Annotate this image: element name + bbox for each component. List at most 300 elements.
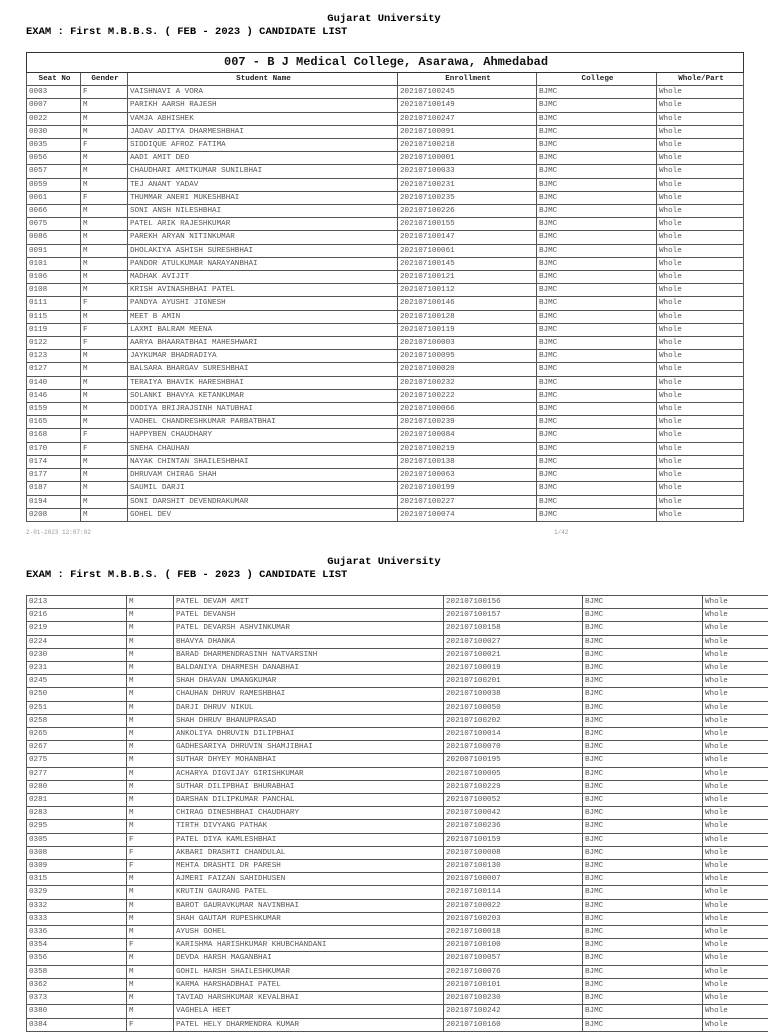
whole-part-cell: Whole xyxy=(657,389,744,402)
student-name-cell: NAYAK CHINTAN SHAILESHBHAI xyxy=(128,455,398,468)
gender-cell: M xyxy=(81,403,128,416)
student-name-cell: ANKOLIYA DHRUVIN DILIPBHAI xyxy=(174,728,444,741)
table-row xyxy=(27,662,768,675)
table-row xyxy=(27,403,744,416)
seat-no-cell: 0059 xyxy=(27,178,81,191)
college-cell: BJMC xyxy=(583,767,703,780)
enrollment-cell: 202107100001 xyxy=(398,152,537,165)
whole-part-cell: Whole xyxy=(703,899,768,912)
seat-no-cell: 0309 xyxy=(27,860,127,873)
student-name-cell: TEJ ANANT YADAV xyxy=(128,178,398,191)
table-row xyxy=(27,754,768,767)
table-row xyxy=(27,675,768,688)
whole-part-cell: Whole xyxy=(703,978,768,991)
enrollment-cell: 202107100050 xyxy=(444,701,583,714)
seat-no-cell: 0373 xyxy=(27,992,127,1005)
college-cell: BJMC xyxy=(583,622,703,635)
student-name-cell: CHIRAG DINESHBHAI CHAUDHARY xyxy=(174,807,444,820)
enrollment-cell: 202107100063 xyxy=(398,469,537,482)
whole-part-cell: Whole xyxy=(703,675,768,688)
gender-cell: M xyxy=(81,389,128,402)
student-name-cell: SONI DARSHIT DEVENDRAKUMAR xyxy=(128,495,398,508)
table-row xyxy=(27,205,744,218)
student-name-cell: HAPPYBEN CHAUDHARY xyxy=(128,429,398,442)
college-cell: BJMC xyxy=(537,389,657,402)
seat-no-cell: 0230 xyxy=(27,648,127,661)
seat-no-cell: 0329 xyxy=(27,886,127,899)
student-name-cell: SOLANKI BHAVYA KETANKUMAR xyxy=(128,389,398,402)
exam-title: EXAM : First M.B.B.S. ( FEB - 2023 ) CANDIDATE LIST xyxy=(26,569,347,581)
enrollment-cell: 202107100074 xyxy=(398,508,537,521)
college-cell: BJMC xyxy=(537,152,657,165)
enrollment-cell: 202107100057 xyxy=(444,952,583,965)
college-cell: BJMC xyxy=(537,244,657,257)
college-cell: BJMC xyxy=(537,218,657,231)
table-row xyxy=(27,952,768,965)
whole-part-cell: Whole xyxy=(657,376,744,389)
student-name-cell: BAROT GAURAVKUMAR NAVINBHAI xyxy=(174,899,444,912)
gender-cell: M xyxy=(81,112,128,125)
college-cell: BJMC xyxy=(537,350,657,363)
enrollment-cell: 202107100245 xyxy=(398,86,537,99)
college-cell: BJMC xyxy=(583,833,703,846)
college-cell: BJMC xyxy=(537,178,657,191)
college-cell: BJMC xyxy=(583,820,703,833)
whole-part-cell: Whole xyxy=(657,442,744,455)
whole-part-cell: Whole xyxy=(703,873,768,886)
header-enrollment: Enrollment xyxy=(398,73,537,86)
table-row xyxy=(27,508,744,521)
seat-no-cell: 0035 xyxy=(27,139,81,152)
table-row xyxy=(27,112,744,125)
gender-cell: M xyxy=(127,1005,174,1018)
table-row xyxy=(27,482,744,495)
student-name-cell: DEVDA HARSH MAGANBHAI xyxy=(174,952,444,965)
gender-cell: M xyxy=(127,952,174,965)
student-name-cell: BALSARA BHARGAV SURESHBHAI xyxy=(128,363,398,376)
student-name-cell: JADAV ADITYA DHARMESHBHAI xyxy=(128,125,398,138)
student-name-cell: SUTHAR DHYEY MOHANBHAI xyxy=(174,754,444,767)
whole-part-cell: Whole xyxy=(657,469,744,482)
exam-title: EXAM : First M.B.B.S. ( FEB - 2023 ) CANDIDATE LIST xyxy=(26,26,347,38)
enrollment-cell: 202107100219 xyxy=(398,442,537,455)
whole-part-cell: Whole xyxy=(657,403,744,416)
enrollment-cell: 202107100218 xyxy=(398,139,537,152)
college-cell: BJMC xyxy=(583,1018,703,1031)
gender-cell: M xyxy=(81,125,128,138)
table-row xyxy=(27,416,744,429)
table-row xyxy=(27,495,744,508)
enrollment-cell: 202107100100 xyxy=(444,939,583,952)
college-cell: BJMC xyxy=(583,780,703,793)
whole-part-cell: Whole xyxy=(703,728,768,741)
college-cell: BJMC xyxy=(583,728,703,741)
college-cell: BJMC xyxy=(537,125,657,138)
gender-cell: F xyxy=(81,191,128,204)
candidate-table xyxy=(26,52,744,522)
table-row xyxy=(27,926,768,939)
gender-cell: M xyxy=(81,455,128,468)
enrollment-cell: 202107100236 xyxy=(444,820,583,833)
seat-no-cell: 0354 xyxy=(27,939,127,952)
enrollment-cell: 202107100155 xyxy=(398,218,537,231)
table-row xyxy=(27,191,744,204)
gender-cell: M xyxy=(81,495,128,508)
gender-cell: M xyxy=(127,728,174,741)
enrollment-cell: 202107100027 xyxy=(444,635,583,648)
college-cell: BJMC xyxy=(537,191,657,204)
enrollment-cell: 202107100091 xyxy=(398,125,537,138)
whole-part-cell: Whole xyxy=(657,495,744,508)
table-row xyxy=(27,794,768,807)
gender-cell: M xyxy=(127,794,174,807)
seat-no-cell: 0061 xyxy=(27,191,81,204)
enrollment-cell: 202107100020 xyxy=(398,363,537,376)
college-cell: BJMC xyxy=(537,442,657,455)
student-name-cell: GADHESARIYA DHRUVIN SHAMJIBHAI xyxy=(174,741,444,754)
gender-cell: M xyxy=(127,701,174,714)
gender-cell: M xyxy=(81,178,128,191)
enrollment-cell: 202107100239 xyxy=(398,416,537,429)
whole-part-cell: Whole xyxy=(703,952,768,965)
student-name-cell: SAUMIL DARJI xyxy=(128,482,398,495)
student-name-cell: BARAD DHARMENDRASINH NATVARSINH xyxy=(174,648,444,661)
seat-no-cell: 0086 xyxy=(27,231,81,244)
table-row xyxy=(27,622,768,635)
seat-no-cell: 0066 xyxy=(27,205,81,218)
enrollment-cell: 202107100235 xyxy=(398,191,537,204)
whole-part-cell: Whole xyxy=(703,965,768,978)
college-cell: BJMC xyxy=(583,912,703,925)
gender-cell: M xyxy=(81,482,128,495)
table-row xyxy=(27,780,768,793)
college-cell: BJMC xyxy=(537,455,657,468)
whole-part-cell: Whole xyxy=(703,780,768,793)
page-number: 1/42 xyxy=(554,529,568,536)
whole-part-cell: Whole xyxy=(657,112,744,125)
enrollment-cell: 202107100007 xyxy=(444,873,583,886)
header-whole-part: Whole/Part xyxy=(657,73,744,86)
student-name-cell: SONI ANSH NILESHBHAI xyxy=(128,205,398,218)
gender-cell: F xyxy=(81,86,128,99)
college-cell: BJMC xyxy=(583,965,703,978)
whole-part-cell: Whole xyxy=(657,125,744,138)
enrollment-cell: 202107100005 xyxy=(444,767,583,780)
table-row xyxy=(27,714,768,727)
table-row xyxy=(27,688,768,701)
seat-no-cell: 0362 xyxy=(27,978,127,991)
gender-cell: F xyxy=(127,833,174,846)
gender-cell: F xyxy=(81,442,128,455)
table-row xyxy=(27,741,768,754)
seat-no-cell: 0219 xyxy=(27,622,127,635)
enrollment-cell: 202107100146 xyxy=(398,297,537,310)
header-seat-no: Seat No xyxy=(27,73,81,86)
enrollment-cell: 202107100038 xyxy=(444,688,583,701)
gender-cell: M xyxy=(127,754,174,767)
whole-part-cell: Whole xyxy=(703,939,768,952)
gender-cell: M xyxy=(81,257,128,270)
gender-cell: M xyxy=(81,350,128,363)
whole-part-cell: Whole xyxy=(657,152,744,165)
seat-no-cell: 0007 xyxy=(27,99,81,112)
enrollment-cell: 202107100229 xyxy=(444,780,583,793)
college-cell: BJMC xyxy=(537,429,657,442)
seat-no-cell: 0216 xyxy=(27,609,127,622)
student-name-cell: PATEL ARIK RAJESHKUMAR xyxy=(128,218,398,231)
enrollment-cell: 202107100121 xyxy=(398,271,537,284)
table-row xyxy=(27,596,768,609)
enrollment-cell: 202107100018 xyxy=(444,926,583,939)
seat-no-cell: 0057 xyxy=(27,165,81,178)
student-name-cell: THUMMAR ANERI MUKESHBHAI xyxy=(128,191,398,204)
whole-part-cell: Whole xyxy=(703,596,768,609)
student-name-cell: KRISH AVINASHBHAI PATEL xyxy=(128,284,398,297)
college-cell: BJMC xyxy=(537,323,657,336)
student-name-cell: MADHAK AVIJIT xyxy=(128,271,398,284)
enrollment-cell: 202107100201 xyxy=(444,675,583,688)
whole-part-cell: Whole xyxy=(657,350,744,363)
student-name-cell: BALDANIYA DHARMESH DANABHAI xyxy=(174,662,444,675)
seat-no-cell: 0305 xyxy=(27,833,127,846)
table-row xyxy=(27,389,744,402)
gender-cell: M xyxy=(127,675,174,688)
student-name-cell: TERAIYA BHAVIK HARESHBHAI xyxy=(128,376,398,389)
gender-cell: M xyxy=(81,165,128,178)
enrollment-cell: 202107100019 xyxy=(444,662,583,675)
enrollment-cell: 202107100156 xyxy=(444,596,583,609)
student-name-cell: PANDOR ATULKUMAR NARAYANBHAI xyxy=(128,257,398,270)
table-row xyxy=(27,899,768,912)
whole-part-cell: Whole xyxy=(657,86,744,99)
student-name-cell: KRUTIN GAURANG PATEL xyxy=(174,886,444,899)
table-row xyxy=(27,271,744,284)
enrollment-cell: 202107100202 xyxy=(444,714,583,727)
seat-no-cell: 0332 xyxy=(27,899,127,912)
table-row xyxy=(27,469,744,482)
college-cell: BJMC xyxy=(583,754,703,767)
gender-cell: M xyxy=(81,469,128,482)
university-title: Gujarat University xyxy=(0,556,768,568)
seat-no-cell: 0281 xyxy=(27,794,127,807)
enrollment-cell: 202107100008 xyxy=(444,846,583,859)
college-heading-row xyxy=(27,53,744,73)
student-name-cell: GOHEL DEV xyxy=(128,508,398,521)
table-row xyxy=(27,350,744,363)
student-name-cell: SHAH DHRUV BHANUPRASAD xyxy=(174,714,444,727)
enrollment-cell: 202107100157 xyxy=(444,609,583,622)
student-name-cell: CHAUDHARI AMITKUMAR SUNILBHAI xyxy=(128,165,398,178)
seat-no-cell: 0022 xyxy=(27,112,81,125)
whole-part-cell: Whole xyxy=(657,310,744,323)
enrollment-cell: 202107100130 xyxy=(444,860,583,873)
gender-cell: M xyxy=(127,978,174,991)
enrollment-cell: 202107100114 xyxy=(444,886,583,899)
table-row xyxy=(27,635,768,648)
college-cell: BJMC xyxy=(537,112,657,125)
whole-part-cell: Whole xyxy=(703,912,768,925)
enrollment-cell: 202107100232 xyxy=(398,376,537,389)
table-row xyxy=(27,86,744,99)
college-cell: BJMC xyxy=(583,807,703,820)
gender-cell: M xyxy=(127,780,174,793)
seat-no-cell: 0245 xyxy=(27,675,127,688)
gender-cell: M xyxy=(127,873,174,886)
student-name-cell: ACHARYA DIGVIJAY GIRISHKUMAR xyxy=(174,767,444,780)
whole-part-cell: Whole xyxy=(657,508,744,521)
whole-part-cell: Whole xyxy=(703,662,768,675)
student-name-cell: VAMJA ABHISHEK xyxy=(128,112,398,125)
enrollment-cell: 202107100203 xyxy=(444,912,583,925)
student-name-cell: AADI AMIT DEO xyxy=(128,152,398,165)
table-row xyxy=(27,442,744,455)
whole-part-cell: Whole xyxy=(703,860,768,873)
gender-cell: M xyxy=(127,688,174,701)
candidate-table xyxy=(26,595,768,1032)
table-row xyxy=(27,820,768,833)
gender-cell: M xyxy=(127,992,174,1005)
seat-no-cell: 0123 xyxy=(27,350,81,363)
college-cell: BJMC xyxy=(537,337,657,350)
table-row xyxy=(27,323,744,336)
seat-no-cell: 0119 xyxy=(27,323,81,336)
college-cell: BJMC xyxy=(583,662,703,675)
student-name-cell: AJMERI FAIZAN SAHIDHUSEN xyxy=(174,873,444,886)
gender-cell: M xyxy=(81,376,128,389)
whole-part-cell: Whole xyxy=(703,820,768,833)
whole-part-cell: Whole xyxy=(703,609,768,622)
table-row xyxy=(27,337,744,350)
gender-cell: M xyxy=(127,820,174,833)
enrollment-cell: 202107100033 xyxy=(398,165,537,178)
gender-cell: M xyxy=(127,622,174,635)
table-row xyxy=(27,609,768,622)
gender-cell: F xyxy=(127,939,174,952)
gender-cell: M xyxy=(127,912,174,925)
college-cell: BJMC xyxy=(537,205,657,218)
whole-part-cell: Whole xyxy=(657,244,744,257)
gender-cell: M xyxy=(81,508,128,521)
gender-cell: M xyxy=(127,767,174,780)
seat-no-cell: 0280 xyxy=(27,780,127,793)
header-college: College xyxy=(537,73,657,86)
college-cell: BJMC xyxy=(583,609,703,622)
college-cell: BJMC xyxy=(583,701,703,714)
enrollment-cell: 202107100003 xyxy=(398,337,537,350)
enrollment-cell: 202107100014 xyxy=(444,728,583,741)
seat-no-cell: 0380 xyxy=(27,1005,127,1018)
student-name-cell: DHOLAKIYA ASHISH SURESHBHAI xyxy=(128,244,398,257)
seat-no-cell: 0106 xyxy=(27,271,81,284)
enrollment-cell: 202107100076 xyxy=(444,965,583,978)
student-name-cell: VAGHELA HEET xyxy=(174,1005,444,1018)
seat-no-cell: 0177 xyxy=(27,469,81,482)
student-name-cell: PANDYA AYUSHI JIGNESH xyxy=(128,297,398,310)
enrollment-cell: 202107100145 xyxy=(398,257,537,270)
whole-part-cell: Whole xyxy=(703,1005,768,1018)
whole-part-cell: Whole xyxy=(703,992,768,1005)
seat-no-cell: 0277 xyxy=(27,767,127,780)
table-row xyxy=(27,152,744,165)
college-cell: BJMC xyxy=(583,886,703,899)
gender-cell: M xyxy=(127,635,174,648)
student-name-cell: DHRUVAM CHIRAG SHAH xyxy=(128,469,398,482)
seat-no-cell: 0111 xyxy=(27,297,81,310)
table-row xyxy=(27,886,768,899)
gender-cell: M xyxy=(81,218,128,231)
gender-cell: M xyxy=(127,609,174,622)
enrollment-cell: 202107100230 xyxy=(444,992,583,1005)
whole-part-cell: Whole xyxy=(703,926,768,939)
student-name-cell: PATEL DIYA KAMLESHBHAI xyxy=(174,833,444,846)
gender-cell: F xyxy=(127,846,174,859)
student-name-cell: JAYKUMAR BHADRADIYA xyxy=(128,350,398,363)
enrollment-cell: 202107100022 xyxy=(444,899,583,912)
table-row xyxy=(27,165,744,178)
table-row xyxy=(27,939,768,952)
gender-cell: M xyxy=(127,741,174,754)
table-row xyxy=(27,455,744,468)
seat-no-cell: 0140 xyxy=(27,376,81,389)
whole-part-cell: Whole xyxy=(703,635,768,648)
student-name-cell: SHAH GAUTAM RUPESHKUMAR xyxy=(174,912,444,925)
college-cell: BJMC xyxy=(583,648,703,661)
table-row xyxy=(27,833,768,846)
student-name-cell: AKBARI DRASHTI CHANDULAL xyxy=(174,846,444,859)
whole-part-cell: Whole xyxy=(703,622,768,635)
college-cell: BJMC xyxy=(583,846,703,859)
whole-part-cell: Whole xyxy=(657,429,744,442)
seat-no-cell: 0384 xyxy=(27,1018,127,1031)
table-row xyxy=(27,873,768,886)
whole-part-cell: Whole xyxy=(703,794,768,807)
seat-no-cell: 0146 xyxy=(27,389,81,402)
whole-part-cell: Whole xyxy=(657,99,744,112)
enrollment-cell: 202107100231 xyxy=(398,178,537,191)
gender-cell: M xyxy=(81,205,128,218)
college-cell: BJMC xyxy=(537,165,657,178)
seat-no-cell: 0358 xyxy=(27,965,127,978)
college-cell: BJMC xyxy=(583,1005,703,1018)
college-cell: BJMC xyxy=(583,873,703,886)
enrollment-cell: 202107100199 xyxy=(398,482,537,495)
gender-cell: M xyxy=(127,899,174,912)
college-cell: BJMC xyxy=(583,926,703,939)
student-name-cell: KARISHMA HARISHKUMAR KHUBCHANDANI xyxy=(174,939,444,952)
seat-no-cell: 0174 xyxy=(27,455,81,468)
table-row xyxy=(27,912,768,925)
student-name-cell: LAXMI BALRAM MEENA xyxy=(128,323,398,336)
header-row xyxy=(27,73,744,86)
print-timestamp: 2-01-2023 12:07:02 xyxy=(26,529,91,536)
college-cell: BJMC xyxy=(583,952,703,965)
whole-part-cell: Whole xyxy=(703,886,768,899)
table-row xyxy=(27,701,768,714)
college-cell: BJMC xyxy=(583,992,703,1005)
student-name-cell: SHAH DHAVAN UMANGKUMAR xyxy=(174,675,444,688)
enrollment-cell: 202107100160 xyxy=(444,1018,583,1031)
whole-part-cell: Whole xyxy=(703,833,768,846)
gender-cell: F xyxy=(127,860,174,873)
whole-part-cell: Whole xyxy=(657,323,744,336)
gender-cell: F xyxy=(81,337,128,350)
student-name-cell: SNEHA CHAUHAN xyxy=(128,442,398,455)
seat-no-cell: 0122 xyxy=(27,337,81,350)
college-cell: BJMC xyxy=(583,688,703,701)
enrollment-cell: 202107100138 xyxy=(398,455,537,468)
table-row xyxy=(27,860,768,873)
enrollment-cell: 202107100021 xyxy=(444,648,583,661)
